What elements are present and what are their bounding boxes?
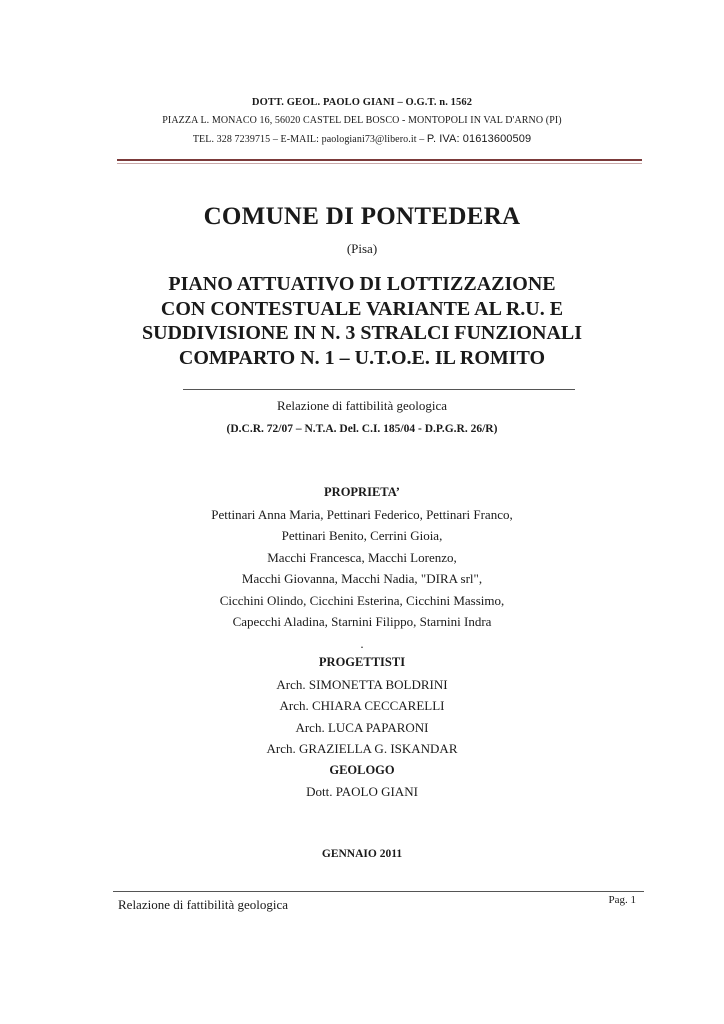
project-title-line: COMPARTO N. 1 – U.T.O.E. IL ROMITO (178, 346, 546, 369)
document-date: GENNAIO 2011 (321, 848, 403, 860)
owners-line: Macchi Francesca, Macchi Lorenzo, (267, 549, 457, 565)
footer-title: Relazione di fattibilità geologica (118, 897, 289, 912)
project-title-line: PIANO ATTUATIVO DI LOTTIZZAZIONE (168, 273, 556, 295)
report-type: Relazione di fattibilità geologica (276, 398, 448, 413)
page-number: Pag. 1 (608, 894, 636, 906)
owners-line: Macchi Giovanna, Macchi Nadia, "DIRA srl", (241, 571, 483, 586)
letterhead-address: PIAZZA L. MONACO 16, 56020 CASTEL DEL BOSCO - MONTOPOLI IN VAL D'ARNO (PI) (162, 115, 562, 126)
owners-line: . (360, 635, 364, 651)
footer-divider (113, 891, 644, 892)
project-title (0, 272, 724, 370)
header-divider (117, 159, 642, 161)
project-title-line: CON CONTESTUALE VARIANTE AL R.U. E (160, 297, 564, 320)
regulations-reference: (D.C.R. 72/07 – N.T.A. Del. C.I. 185/04 - D.P.G.R. 26/R) (226, 423, 498, 435)
designer-name: Arch. SIMONETTA BOLDRINI (276, 676, 448, 692)
geologist-name: Dott. PAOLO GIANI (306, 784, 418, 799)
letterhead-name: DOTT. GEOL. PAOLO GIANI – O.G.T. n. 1562 (251, 97, 473, 108)
designer-name: Arch. GRAZIELLA G. ISKANDAR (266, 741, 458, 756)
project-title-line: SUDDIVISIONE IN N. 3 STRALCI FUNZIONALI (141, 322, 583, 344)
title-divider (183, 389, 575, 390)
owners-line: Cicchini Olindo, Cicchini Esterina, Cicchini Massimo, (219, 592, 505, 608)
letterhead-contact (0, 130, 724, 149)
letterhead-phone-email: TEL. 328 7239715 – E-MAIL: paologiani73@libero.it – (192, 134, 425, 145)
page-title: COMUNE DI PONTEDERA (203, 203, 521, 230)
header-divider-thin (117, 163, 642, 164)
owners-line: Pettinari Anna Maria, Pettinari Federico, Pettinari Franco, (211, 506, 513, 522)
designers-heading: PROGETTISTI (318, 655, 406, 669)
owners-line: Capecchi Aladina, Starnini Filippo, Starnini Indra (232, 614, 492, 629)
designer-name: Arch. CHIARA CECCARELLI (279, 698, 445, 713)
geologist-heading: GEOLOGO (329, 762, 395, 777)
province-label: (Pisa) (346, 241, 378, 256)
owners-section (0, 482, 724, 654)
letterhead-vat: P. IVA: 01613600509 (426, 133, 532, 145)
owners-line: Pettinari Benito, Cerrini Gioia, (281, 528, 443, 543)
owners-heading: PROPRIETA’ (324, 485, 400, 499)
letterhead (0, 94, 724, 149)
designers-section (0, 652, 724, 803)
designer-name: Arch. LUCA PAPARONI (295, 719, 429, 735)
